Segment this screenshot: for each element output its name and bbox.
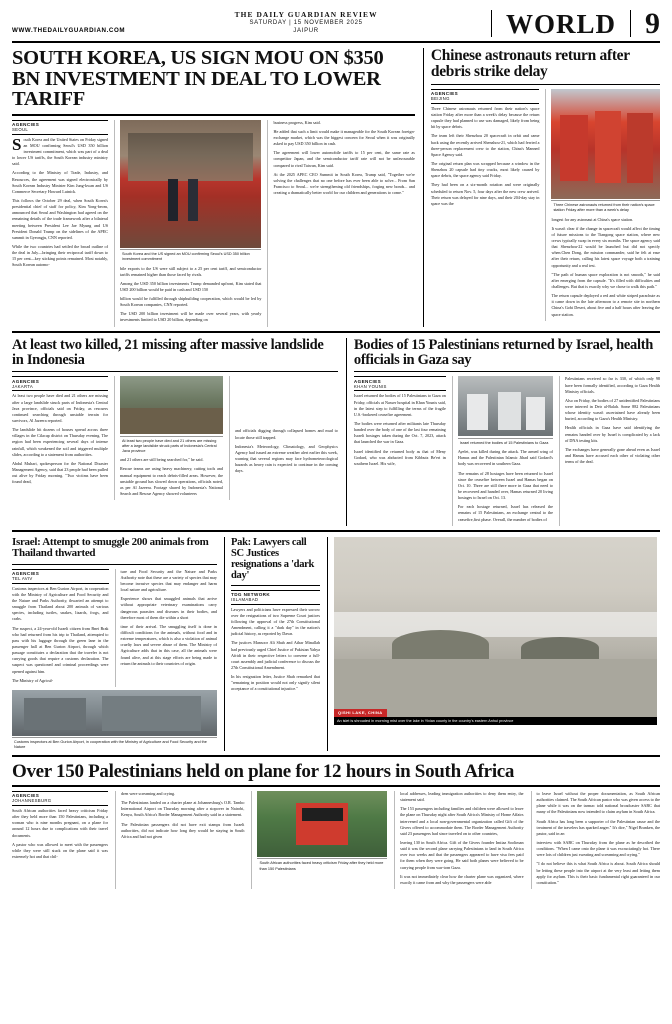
divider	[12, 564, 217, 565]
divider	[354, 371, 660, 372]
story-south-africa	[12, 762, 660, 889]
section-middle	[12, 338, 660, 526]
divider	[630, 10, 631, 37]
paper-title: THE DAILY GUARDIAN REVIEW	[234, 10, 378, 19]
article-body: South Korea and the United States on Friday signed an MOU confirming Seoul's USD 350 billion investment commitment, which was part of a deal to lower US tariffs, the South Korean industry ministry said. According to the Ministry of Trade, Industry, and Resources, the agreement was signed electronically by South Korean Industry Minister Kim Jung-kwan and US Commerce Secretary Howard Lutnick. This follows the October 29 deal, when South Korea's presidential chief of staff for policy, Kim Yong-beom, announced that Seoul and Washington had agreed on the remaining details of the trade framework after a bilateral meeting between President Lee Jae Myung and US President Donald Trump on the sidelines of the APEC summit in Gyeongju, CNN reported. While the two countries had settled the broad outline of the deal in July—bringing their reciprocal tariff down to 15 per cent—key sticking points remained. Most notably, South Korean automo-	[12, 134, 108, 268]
photo-caption: Israel returned the bodies of 15 Palestinians to Gaza	[458, 438, 553, 446]
article-body: and officials digging through collapsed homes and mud to locate those still trapped. Indonesia's Meteorology, Climatology, and Geophysics Agency had issued an extreme weather alert earlier this week, warning that several regions may face hydrometeorological hazards as heavy rain is expected to continue in the coming days.	[234, 428, 338, 474]
article-body: At least two people have died and 21 others are missing after a large landslide struck parts of Indonesia's Central Java province, officials said on Friday, as rescuers continued searching through unstable terrain for survivors, Al Jazeera reported. The landslide hit dozens of houses spread across three villages in the Cilacap district on Thursday evening. The region had been experiencing several days of intense rainfall, which weakened the soil and triggered multiple slides, according to a statement from authorities. Abdul Muhari, spokesperson for the National Disaster Management Agency, said that 23 people had been pulled out alive by Friday morning. "Two victims have been found dead,	[12, 393, 108, 485]
photo-caption: Customs inspectors at Ben Gurion Airport, in cooperation with the Ministry of Agriculture and Food Security and the Nature	[12, 737, 217, 750]
page-number: 9	[645, 7, 660, 41]
paper-date: SATURDAY | 15 NOVEMBER 2025	[249, 20, 363, 27]
article-body: and 21 others are still being searched for," he said. Rescue teams are using heavy machinery, cutting tools and manual equipment to reach debris-filled areas. However, the unstable ground has slowed down operations, officials noted, as per Al Jazeera. Footage shared by Indonesia's National Search and Rescue Agency showed volunteers	[120, 457, 223, 497]
website-url: WWW.THEDAILYGUARDIAN.COM	[12, 27, 126, 35]
story-palestinian-bodies	[346, 338, 660, 526]
headline: Bodies of 15 Palestinians returned by Israel, health officials in Gaza say	[353, 336, 653, 368]
section-lower	[12, 537, 660, 751]
headline: Chinese astronauts return after debris strike delay	[430, 47, 630, 81]
article-body: business progress, Kim said. He added that such a limit would make it manageable for the South Korean foreign-exchange market, which was the biggest concern for Seoul when it was originally asked to pay USD 350 billion in cash. The agreement will lower automobile tariffs to 15 per cent, the same rate as competitor Japan, and the semiconductor tariff rate will not be unfavourable compared to rival Taiwan, Kim said. At the 2025 APEC CEO Summit in South Korea, Trump said, "Together we're solving the challenges that no one before has ever been able to solve... From San Francisco to Seoul... we're strengthening old friendships, forging new bonds... and creating a dramatically better world for our children and generations to come."	[273, 119, 415, 196]
divider	[431, 84, 660, 85]
photo-caption: Three Chinese astronauts returned from their nation's space station Friday after more than a week's delay	[551, 200, 660, 213]
agency-badge: AGENCIES SEOUL	[12, 120, 108, 135]
photo-caption: South Korea and the US signed an MOU confirming Seoul's USD 350 billion investment commitment	[120, 249, 261, 262]
headline: At least two killed, 21 missing after massive landslide in Indonesia	[12, 336, 324, 368]
paper-place: JAIPUR	[293, 27, 319, 34]
scenic-photo-block	[327, 537, 657, 751]
divider	[12, 755, 660, 757]
article-body: Customs inspectors at Ben Gurion Airport, in cooperation with the Ministry of Agriculture and Food Security and the Nature and Parks Authority, thwarted an attempt to smuggle from Thailand about 200 animals of various species, including turtles, snakes, lizards, frogs, and crabs. The suspect, a 24-year-old Israeli citizen from Bnei Brak who had returned from his trip to Thailand, attempted to pass with his luggage through the green lane in the passenger hall at Ben Gurion Airport, through which passage constitutes a declaration that the traveler is not carrying goods that require a customs declaration. The suspect was questioned and criminal proceedings were opened against him. The Ministry of Agricul-	[12, 585, 109, 683]
headline: Pak: Lawyers call SC Justices resignations a 'dark day'	[231, 536, 315, 581]
article-body: Lawyers and politicians have expressed their sorrow over the resignations of two Supreme Court justices following the approval of the 27th Constitutional Amendment, calling it a "dark day" in the nation's judicial history, as reported by Dawn. The justices Mansoor Ali Shah and Athar Minallah had previously urged Chief Justice of Pakistan Yahya Afridi in their respective letters to convene a full-court assembly and judicial conference to discuss the 27th Constitutional Amendment. In his resignation letter, Justice Shah remarked that "remaining in position would not only signify silent acceptance of a constitutional injustice."	[231, 606, 320, 692]
agency-badge: AGENCIES JOHANNESBURG	[12, 791, 108, 806]
masthead	[12, 7, 660, 43]
agency-badge: TDG NETWORK ISLAMABAD	[231, 590, 320, 605]
article-body: Palestinians received so far is 330, of which only 98 have been formally identified, according to Gaza Health Ministry officials. Also on Friday, the bodies of 27 unidentified Palestinians were interred in Deir al-Balah. Some 882 Palestinians whose identity wasn't ascertained have already been buried, according to Gaza's Health Ministry. Health officials in Gaza have said identifying the remains handed over by Israel is complicated by a lack of DNA testing kits. The exchanges have generally gone ahead even as Israel and Hamas have accused each other of violating other terms of the deal.	[564, 376, 661, 465]
article-photo	[12, 690, 217, 736]
agency-badge: AGENCIES JAKARTA	[12, 376, 108, 391]
section-top	[12, 48, 660, 326]
article-photo	[120, 120, 261, 248]
article-photo	[120, 376, 223, 434]
divider	[12, 530, 660, 532]
article-body: Three Chinese astronauts returned from their nation's space station Friday after more than a week's delay because the return capsule they had planned to use was damaged, likely from being hit by space debris. The team left their Shenzhou 20 spacecraft in orbit and came back using the recently arrived Shenzhou-21, which had ferried a three-person replacement crew to the station, China's Manned Space Agency said. The original return plan was scrapped because a window in the Shenzhou 20 capsule had tiny cracks, most likely caused by space debris, the space agency said Friday. They had been on a six-month rotation and were originally scheduled to return Nov. 5, four days after the new crew arrived. Their return was delayed for nine days, and their 204-day stay in space was the	[430, 105, 540, 206]
article-photo	[257, 791, 387, 857]
location-tag: QISHI LAKE, CHINA	[334, 709, 387, 717]
masthead-right	[487, 7, 660, 41]
article-body: Israel returned the bodies of 15 Palestinians to Gaza on Friday, officials at Nasser hospital in Khan Younis said, in the latest step to fulfilling the terms of the fragile U.S.-brokered ceasefire agreement. The bodies were returned after militants late Thursday handed over the body of one of the last four remaining Israeli hostages taken during the Oct. 7, 2023, attack that launched the war in Gaza. Israel identified the returned body as that of Meny Godard, who was abducted from Kibbutz Be'eri in southern Israel. His wife,	[353, 393, 446, 466]
headline: Israel: Attempt to smuggle 200 animals from Thailand thwarted	[12, 535, 209, 560]
article-body: South African authorities faced heavy criticism Friday after they held more than 150 Palestinians, including a woman who is nine months pregnant, on a plane for around 12 hours due to complications with their travel documents. A pastor who was allowed to meet with the passengers while they were still stuck on the plane said it was extremely hot and that chil-	[12, 807, 108, 859]
page-title: SOUTH KOREA, US SIGN MOU ON $350 BN INVESTMENT IN DEAL TO LOWER TARIFF	[12, 47, 384, 111]
story-pak-lawyers	[224, 537, 320, 751]
article-body: to leave Israel without the proper documentation, as South African authorities claimed. The South African pastor who was given access to the plane while it was on the tarmac told national broadcaster SABC that many of the Palestinians now intended to claim asylum in South Africa. South Africa has long been a supporter of the Palestinian cause and the treatment of the travelers has sparked anger." It's dire," Nigel Branken, the pastor, said in an interview with SABC on Thursday from the plane as he described the conditions. "When I came onto the plane it was excruciatingly hot. There were lots of children just sweating and screaming and crying." "I do not believe this is what South Africa is about. South Africa should be letting these people into the airport at the very least and letting them apply for asylum. This is their basic fundamental right guaranteed in our constitution."	[536, 790, 660, 885]
article-body: local addresses, leading immigration authorities to deny them entry, the statement said. The 153 passengers including families and children were allowed to leave the plane on Thursday night after South Africa's Ministry of Home Affairs intervened and a local non-governmental organization called Gift of the Givers offered to accommodate them. The Border Management Authority said 23 passengers had since traveled on to other countries, leaving 130 in South Africa. Gift of the Givers founder Imtiaz Sooliman said it was the second plane carrying Palestinians to land in South Africa over two weeks and that the passengers appeared to have visa fees paid for them when they were going. He said both planes were believed to be carrying people from war-torn Gaza. It was not immediately clear how the charter plane was organized, where exactly it came from and why the passengers were able	[400, 790, 524, 885]
agency-badge: AGENCIES KHAN YOUNIS	[354, 376, 446, 391]
scenic-photo	[334, 537, 657, 717]
article-photo	[551, 89, 660, 199]
agency-badge: AGENCIES BEIJING	[431, 89, 540, 104]
story-israel-smuggle	[12, 537, 217, 751]
article-body: dren were screaming and crying. The Palestinians landed on a charter plane at Johannesburg's O.R. Tambo International Airport on Thursday morning after a stopover in Nairobi, Kenya, South Africa's Border Management Authority said in a statement. The Palestinian passengers did not have exit stamps from Israeli authorities, did not indicate how long they would be staying in South Africa and had not given	[121, 790, 245, 839]
scenic-caption: An islet is shrouded in morning mist over the lake in Yixian county in the country's eastern Anhui province	[334, 717, 657, 726]
divider	[12, 331, 660, 333]
article-body: bile exports to the US were still subject to a 25 per cent tariff, and semiconductor tariffs remained higher than those faced by rivals. Among the USD 350 billion investments Trump demanded upfront, Kim stated that USD 200 billion would be paid in cash and USD 150 billion would be fulfilled through shipbuilding cooperation, which would be led by South Korean companies, CNN reported. The USD 200 billion investment will be made over several years, with yearly investments limited to USD 20 billion, depending on	[120, 265, 262, 323]
photo-caption: At least two people have died and 21 others are missing after a large landslide struck parts of Indonesia's Central Java province	[120, 436, 223, 454]
agency-badge: AGENCIES TEL AVIV	[12, 569, 109, 584]
story-chinese-astronauts	[423, 48, 660, 326]
section-title: WORLD	[505, 8, 616, 39]
story-indonesia-landslide	[12, 338, 338, 526]
masthead-center	[235, 10, 378, 37]
article-body: Ayelet, was killed during the attack. The armed wing of Hamas and the Palestinian Islamic Jihad said Godard's body was recovered in southern Gaza. The remains of 28 hostages have been returned to Israel since the ceasefire between Israel and Hamas began on Oct. 10. Three are still there more in Gaza that need to be recovered and handed over, Hamas returned 20 living hostages to Israel on Oct. 13. For each hostage returned, Israel has released the remains of 15 Palestinians, an exchange central to the ceasefire,first phase. Overall, the number of bodies of	[457, 449, 553, 522]
article-body: ture and Food Security and the Nature and Parks Authority note that these are a variety of species that may become invasive species that may endanger and harm local nature and agriculture. Experience shows that smuggled animals that arrive without appropriate veterinary examinations carry dangerous parasites and diseases in their bodies, and therefore most of them die within a short time of their arrival. The smuggling itself is done in difficult conditions for the animals, without food and in extreme temperatures, which is also a violation of animal cruelty laws and severe abuse of them. The Ministry of Agriculture adds that in this case, all the animals were found alive, and at this stage efforts are being made to return the animals to their countries of origin.	[120, 568, 217, 666]
headline: Over 150 Palestinians held on plane for 12 hours in South Africa	[12, 760, 515, 782]
story-korea-us	[12, 48, 415, 326]
divider	[12, 371, 338, 372]
article-photo	[458, 376, 553, 436]
divider	[12, 114, 415, 116]
divider	[12, 785, 660, 787]
divider	[231, 585, 320, 586]
divider	[491, 10, 492, 37]
article-body: longest for any astronaut at China's space station. It wasn't clear if the change in spacecraft would affect the timing of future missions to the Tiangong space station, where new crews typically swap in every six months. The space agency said that Shenzhou-22 would be launched but did not specify when.Chen Dong, the mission commander, said he felt at ease after their return, calling his latest space voyage both a training opportunity and a real test. "The path of human space exploration is not smooth," he said after emerging from the capsule. "It's filled with difficulties and challenges. But that is exactly why we chose to walk this path." The return capsule deployed a red and white striped parachute as it came down in the late afternoon to a remote site in northern China's Gobi Desert, about five and a half hours after leaving the space station.	[551, 216, 660, 317]
photo-caption: South African authorities faced heavy criticism Friday after they held more than 150 Palestinians	[257, 858, 387, 871]
